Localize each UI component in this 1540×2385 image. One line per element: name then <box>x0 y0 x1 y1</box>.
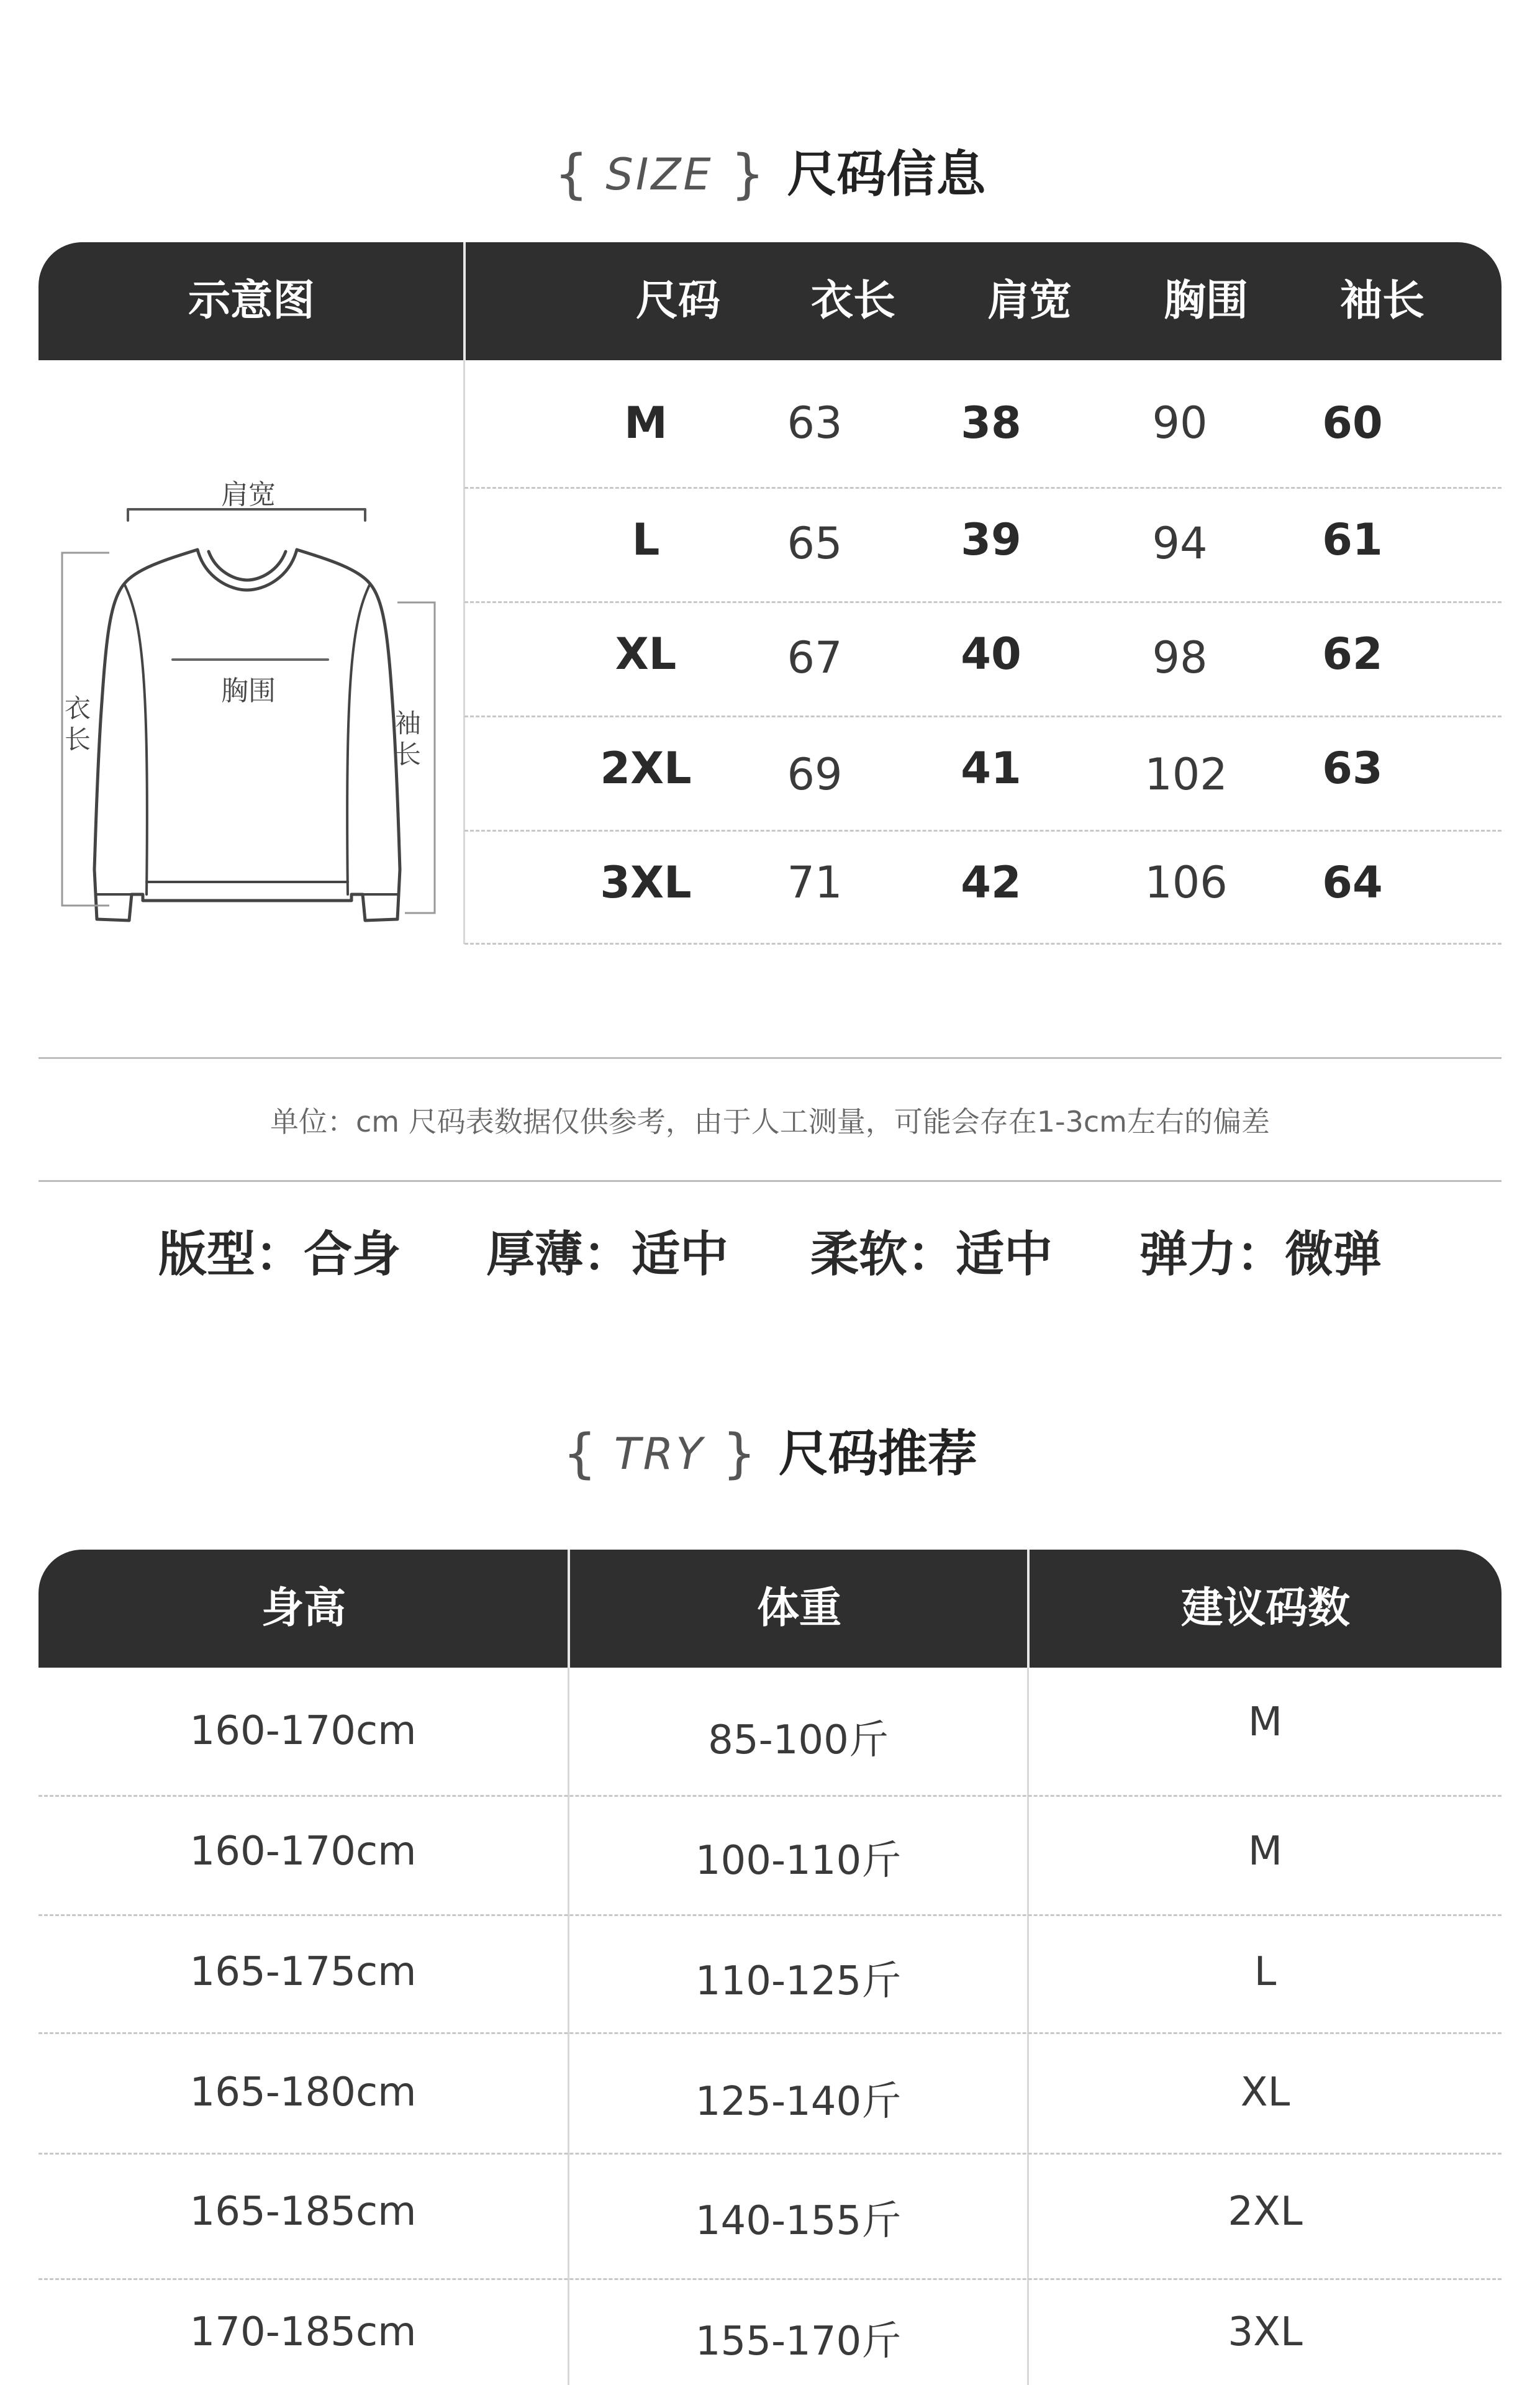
suggest-cell: L <box>1254 1949 1277 1995</box>
row-divider <box>464 716 1502 717</box>
height-cell: 160-170cm <box>189 1828 417 1874</box>
size-section-title <box>0 130 1540 217</box>
column-divider <box>568 1668 569 2385</box>
size-cell: XL <box>615 629 677 679</box>
height-cell: 165-185cm <box>189 2189 417 2235</box>
size-cell: M <box>624 398 668 448</box>
row-divider <box>38 1795 1502 1797</box>
chest-cell: 94 <box>1152 518 1208 569</box>
length-cell: 69 <box>787 749 843 800</box>
section-chinese: 尺码信息 <box>787 145 986 203</box>
length-cell: 65 <box>787 518 843 569</box>
weight-cell: 85-100斤 <box>708 1717 889 1763</box>
header-height: 身高 <box>261 1584 346 1633</box>
note-bottom-rule <box>38 1180 1502 1182</box>
chest-cell: 102 <box>1144 749 1228 800</box>
suggest-cell: XL <box>1240 2069 1290 2115</box>
row-divider <box>38 1914 1502 1916</box>
sleeve-cell: 61 <box>1322 514 1383 565</box>
row-divider <box>38 2032 1502 2034</box>
section-chinese: 尺码推荐 <box>778 1424 977 1483</box>
row-divider <box>464 943 1502 945</box>
row-divider <box>38 2153 1502 2155</box>
row-divider <box>464 487 1502 489</box>
weight-cell: 155-170斤 <box>695 2319 902 2365</box>
size-table-header <box>38 242 1502 360</box>
header-chest: 胸围 <box>1163 276 1248 325</box>
size-cell: 2XL <box>600 743 692 794</box>
weight-cell: 140-155斤 <box>695 2198 902 2244</box>
sleeve-cell: 63 <box>1322 743 1383 794</box>
row-divider <box>464 830 1502 832</box>
row-divider <box>464 601 1502 603</box>
recommend-table-header <box>38 1550 1502 1668</box>
sleeve-cell: 64 <box>1322 857 1383 908</box>
brace-right: } <box>730 143 765 206</box>
suggest-cell: M <box>1248 1699 1283 1745</box>
diagram-label-chest: 胸围 <box>221 675 276 707</box>
weight-cell: 125-140斤 <box>695 2079 902 2125</box>
brace-left: { <box>563 1422 597 1485</box>
chest-cell: 106 <box>1144 857 1228 908</box>
attr-fit: 版型：合身 <box>158 1227 401 1283</box>
fabric-attributes <box>0 1217 1540 1292</box>
shoulder-cell: 39 <box>961 514 1021 565</box>
shoulder-cell: 42 <box>961 857 1021 908</box>
attr-thickness: 厚薄：适中 <box>486 1227 728 1283</box>
header-length: 衣长 <box>810 276 895 325</box>
header-divider <box>463 242 466 360</box>
shoulder-cell: 38 <box>961 398 1021 448</box>
section-english: TRY <box>614 1428 705 1479</box>
sleeve-cell: 62 <box>1322 629 1383 679</box>
height-cell: 165-175cm <box>189 1949 417 1995</box>
suggest-cell: 3XL <box>1228 2309 1303 2355</box>
diagram-label-length: 衣长 <box>65 693 91 755</box>
height-cell: 170-185cm <box>189 2309 417 2355</box>
length-cell: 63 <box>787 398 843 448</box>
brace-left: { <box>554 143 589 206</box>
attr-softness: 柔软：适中 <box>810 1227 1053 1283</box>
weight-cell: 100-110斤 <box>695 1838 902 1884</box>
length-cell: 71 <box>787 857 843 908</box>
sleeve-cell: 60 <box>1322 398 1383 448</box>
header-sleeve: 袖长 <box>1339 276 1424 325</box>
length-cell: 67 <box>787 632 843 683</box>
row-divider <box>38 2278 1502 2280</box>
column-divider <box>1027 1668 1029 2385</box>
size-cell: 3XL <box>600 857 692 908</box>
height-cell: 160-170cm <box>189 1708 417 1754</box>
diagram-label-sleeve: 袖长 <box>395 708 422 770</box>
header-weight: 体重 <box>756 1584 841 1633</box>
weight-cell: 110-125斤 <box>695 1958 902 2004</box>
diagram-header: 示意图 <box>188 276 315 325</box>
header-size: 尺码 <box>635 276 720 325</box>
brace-right: } <box>722 1422 756 1485</box>
suggest-cell: 2XL <box>1228 2189 1303 2235</box>
shoulder-cell: 40 <box>961 629 1021 679</box>
chest-cell: 98 <box>1152 632 1208 683</box>
chest-cell: 90 <box>1152 398 1208 448</box>
attr-elasticity: 弹力：微弹 <box>1139 1227 1382 1283</box>
height-cell: 165-180cm <box>189 2069 417 2115</box>
size-cell: L <box>632 514 660 565</box>
header-size-suggest: 建议码数 <box>1180 1584 1350 1633</box>
diagram-label-shoulder: 肩宽 <box>221 479 276 511</box>
measurement-note: 单位：cm 尺码表数据仅供参考，由于人工测量，可能会存在1-3cm左右的偏差 <box>270 1105 1270 1138</box>
section-english: SIZE <box>605 148 713 200</box>
header-shoulder: 肩宽 <box>987 276 1072 325</box>
note-top-rule <box>38 1057 1502 1059</box>
try-section-title <box>0 1410 1540 1497</box>
shoulder-cell: 41 <box>961 743 1021 794</box>
suggest-cell: M <box>1248 1828 1283 1874</box>
diagram-divider <box>463 360 465 944</box>
